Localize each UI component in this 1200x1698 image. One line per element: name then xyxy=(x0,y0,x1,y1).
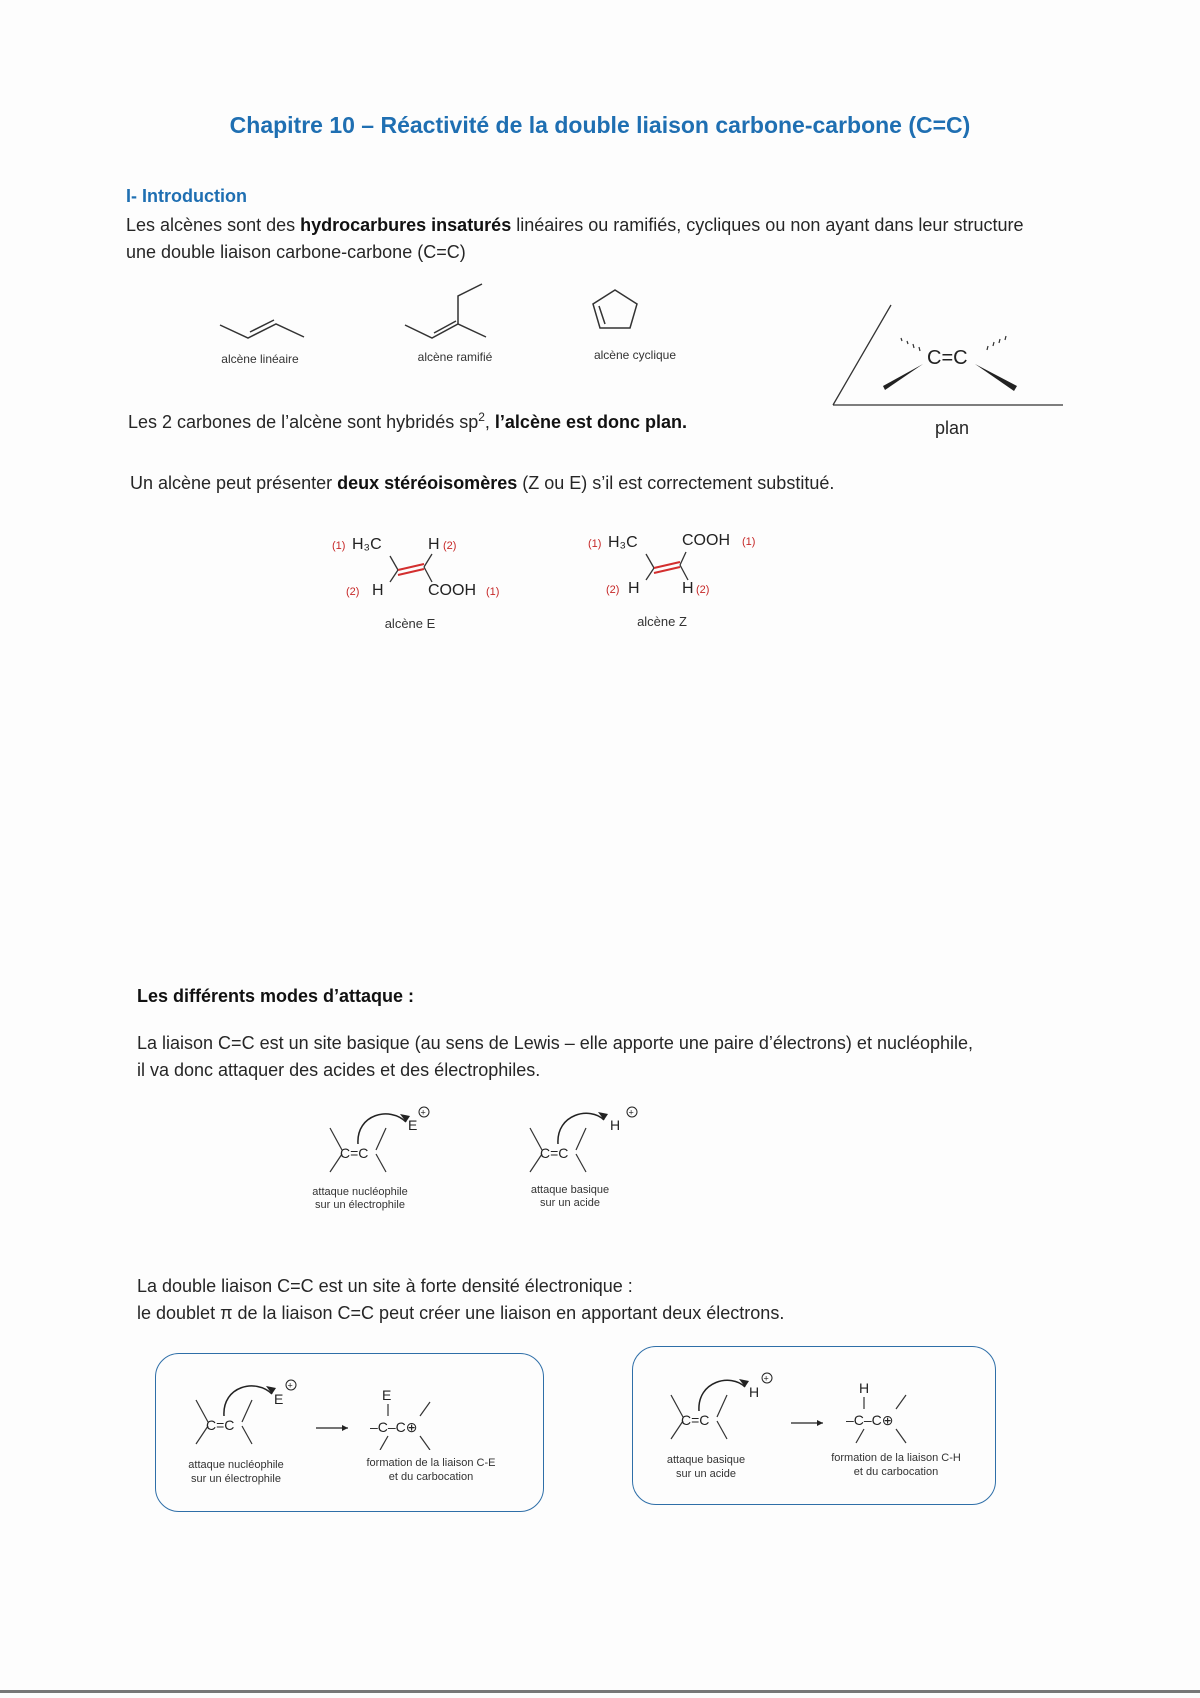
stereo-text-2: (Z ou E) s’il est correctement substitué. xyxy=(517,473,835,493)
box1-scheme xyxy=(176,1370,526,1450)
planar-alkene-figure xyxy=(825,300,1075,415)
scheme1-cc-left: C=C xyxy=(340,1145,369,1161)
modes-paragraph-1 xyxy=(137,1030,1137,1084)
caption-scheme1-nucleophilic xyxy=(295,1186,425,1212)
scheme1-e: E xyxy=(408,1117,418,1133)
caption-cyclic: alcène cyclique xyxy=(593,348,677,362)
box2-cap-a-2: sur un acide xyxy=(676,1468,736,1480)
section-heading-modes: Les différents modes d’attaque : xyxy=(137,986,415,1006)
isomer-e-top-right: H xyxy=(428,536,440,553)
box1-caption-formation xyxy=(346,1456,516,1484)
box2-cc: C=C xyxy=(681,1412,710,1428)
priority-z-bl: (2) xyxy=(606,584,620,596)
stereo-text-1: Un alcène peut présenter xyxy=(130,473,338,493)
isomer-e-top-left: H₃C xyxy=(352,536,382,553)
isomer-z-bonds xyxy=(580,528,790,608)
priority-e-tl: (1) xyxy=(332,540,346,552)
isomer-z-bottom-right: H xyxy=(682,580,694,597)
box1-cap-b-1: formation de la liaison C-E xyxy=(366,1457,496,1469)
box2-cap-b-1: formation de la liaison C-H xyxy=(831,1452,961,1464)
isomer-e-bottom-right: COOH xyxy=(428,582,476,599)
svg-text:+: + xyxy=(287,1380,293,1391)
box2-product: –C–C⊕ xyxy=(846,1412,894,1428)
attack-scheme-figure xyxy=(320,1100,670,1180)
isomer-z-bottom-left: H xyxy=(628,580,640,597)
plane-cc-label: C=C xyxy=(927,347,968,369)
priority-e-tr: (2) xyxy=(443,540,457,552)
hybrid-text-2: , xyxy=(484,412,495,432)
caption-scheme1-basic xyxy=(505,1184,635,1210)
box1-cap-b-2: et du carbocation xyxy=(388,1471,474,1483)
intro-text-2: linéaires ou ramifiés, cycliques ou non ayant dans leur structure xyxy=(511,215,1024,235)
isomer-e-bonds xyxy=(320,530,530,610)
priority-z-tl: (1) xyxy=(588,538,602,550)
svg-text:+: + xyxy=(628,1107,634,1118)
stereo-paragraph xyxy=(130,470,834,497)
box2-h: H xyxy=(749,1384,760,1400)
caption-scheme1-bas-1: attaque basique xyxy=(530,1184,610,1196)
box2-scheme xyxy=(651,1365,981,1445)
isomer-e-bottom-left: H xyxy=(372,582,384,599)
svg-text:+: + xyxy=(763,1373,769,1384)
caption-scheme1-nuc-1: attaque nucléophile xyxy=(312,1186,408,1198)
page-title: Chapitre 10 – Réactivité de la double liaison carbone-carbone (C=C) xyxy=(229,112,971,138)
box2-cap-b-2: et du carbocation xyxy=(853,1466,939,1478)
nucleophilic-attack-scheme xyxy=(330,1107,429,1172)
priority-z-tr: (1) xyxy=(742,536,756,548)
section-heading-introduction: I- Introduction xyxy=(126,186,247,206)
box2-caption-formation xyxy=(811,1451,981,1479)
modes-p1-line2: il va donc attaquer des acides et des électrophiles. xyxy=(137,1060,541,1080)
box1-cap-a-1: attaque nucléophile xyxy=(188,1459,284,1471)
hybrid-bold: l’alcène est donc plan. xyxy=(494,412,687,432)
page-bottom-rule xyxy=(0,1690,1200,1693)
acid-mechanism-box xyxy=(632,1346,996,1505)
modes-paragraph-2 xyxy=(137,1273,1137,1327)
scheme1-cc-right: C=C xyxy=(540,1145,569,1161)
hybrid-sup: 2 xyxy=(478,410,485,424)
modes-p2-line2: le doublet π de la liaison C=C peut créer une liaison en apportant deux électrons. xyxy=(137,1303,785,1323)
caption-scheme1-bas-2: sur un acide xyxy=(540,1197,600,1209)
box2-caption-attack xyxy=(641,1453,771,1481)
intro-bold: hydrocarbures insaturés xyxy=(300,215,512,235)
priority-e-br: (1) xyxy=(486,586,500,598)
caption-branched: alcène ramifié xyxy=(417,350,493,364)
plane-label: plan xyxy=(935,418,970,438)
hybridization-paragraph xyxy=(128,404,687,436)
svg-text:+: + xyxy=(420,1107,426,1118)
hybrid-text-1: Les 2 carbones de l’alcène sont hybridés sp xyxy=(128,412,479,432)
caption-scheme1-nuc-2: sur un électrophile xyxy=(315,1199,405,1211)
modes-p1-line1: La liaison C=C est un site basique (au sens de Lewis – elle apporte une paire d’électrons) et nucléophile, xyxy=(137,1033,974,1053)
box1-product: –C–C⊕ xyxy=(370,1419,418,1435)
caption-isomer-z: alcène Z xyxy=(637,614,687,629)
electrophile-mechanism-box xyxy=(155,1353,544,1512)
caption-linear: alcène linéaire xyxy=(221,352,299,366)
caption-isomer-e: alcène E xyxy=(384,616,436,631)
box1-caption-attack xyxy=(166,1458,306,1486)
priority-z-br: (2) xyxy=(696,584,710,596)
priority-e-bl: (2) xyxy=(346,586,360,598)
box2-product-sub: H xyxy=(859,1380,870,1396)
scheme1-h: H xyxy=(610,1117,621,1133)
isomer-z-top-right: COOH xyxy=(682,532,730,549)
box1-cap-a-2: sur un électrophile xyxy=(191,1473,281,1485)
modes-p2-line1: La double liaison C=C est un site à forte densité électronique : xyxy=(137,1276,633,1296)
intro-paragraph xyxy=(126,212,1116,266)
isomer-z-top-left: H₃C xyxy=(608,534,638,551)
box1-cc: C=C xyxy=(206,1417,235,1433)
intro-text-1: Les alcènes sont des xyxy=(126,215,301,235)
box1-product-sub: E xyxy=(382,1387,392,1403)
box2-cap-a-1: attaque basique xyxy=(666,1454,746,1466)
basic-attack-scheme xyxy=(530,1107,637,1172)
intro-text-3: une double liaison carbone-carbone (C=C) xyxy=(126,242,466,262)
stereo-bold: deux stéréoisomères xyxy=(337,473,518,493)
box1-e: E xyxy=(274,1391,284,1407)
